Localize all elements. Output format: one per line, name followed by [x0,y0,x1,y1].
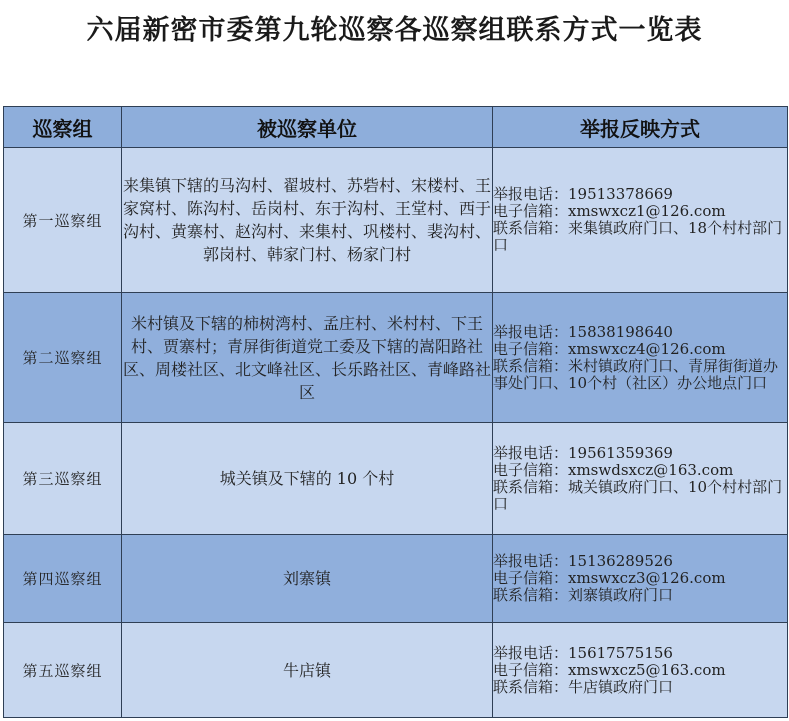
units-cell [122,623,493,718]
group-cell: 第一巡察组 [4,148,122,293]
units-cell [122,535,493,623]
report-phone: 举报电话：15838198640 [493,322,673,341]
table-header-row [4,107,788,148]
units-text: 刘寨镇 [282,569,331,588]
units-cell [122,293,493,423]
report-email: 电子信箱：xmswxcz3@126.com [493,569,726,587]
contact-table [3,106,788,718]
units-cell [122,423,493,535]
group-cell: 第四巡察组 [4,535,122,623]
table-row [4,423,788,535]
contact-cell [493,623,788,718]
units-text: 牛店镇 [282,660,331,680]
group-cell: 第三巡察组 [4,423,122,535]
report-mailbox: 联系信箱：米村镇政府门口、青屏街街道办事处门口、10个村（社区）办公地点门口 [493,356,779,392]
report-mailbox: 联系信箱：来集镇政府门口、18个村村部门口 [493,219,783,254]
report-email: 电子信箱：xmswxcz1@126.com [493,202,726,220]
report-phone: 举报电话：19513378669 [493,185,673,203]
report-phone: 举报电话：15136289526 [493,552,673,570]
table-row [4,148,788,293]
units-text: 米村镇及下辖的柿树湾村、孟庄村、米村村、下王村、贾寨村；青屏街街道党工委及下辖的嵩阳路社区、周楼社区、北文峰社区、长乐路社区、青峰路社区 [122,313,491,402]
group-cell: 第五巡察组 [4,623,122,718]
report-email: 电子信箱：xmswxcz4@126.com [493,339,726,358]
report-mailbox: 联系信箱：牛店镇政府门口 [493,677,674,696]
contact-cell [493,423,788,535]
report-email: 电子信箱：xmswdsxcz@163.com [493,460,734,479]
header-group: 巡察组 [4,107,122,148]
table-row [4,623,788,718]
contact-cell [493,535,788,623]
table-row [4,293,788,423]
header-units: 被巡察单位 [122,107,493,148]
report-mailbox: 联系信箱：刘寨镇政府门口 [493,586,674,604]
report-email: 电子信箱：xmswxcz5@163.com [493,660,726,679]
table-row [4,535,788,623]
report-mailbox: 联系信箱：城关镇政府门口、10个村村部门口 [493,477,783,513]
page-title: 六届新密市委第九轮巡察各巡察组联系方式一览表 [86,15,703,46]
units-text: 来集镇下辖的马沟村、翟坡村、苏砦村、宋楼村、王家窝村、陈沟村、岳岗村、东于沟村、王堂村、西于沟村、黄寨村、赵沟村、来集村、巩楼村、裴沟村、郭岗村、韩家门村、杨家门村 [122,176,491,264]
contact-cell [493,293,788,423]
contact-cell [493,148,788,293]
group-cell: 第二巡察组 [4,293,122,423]
units-cell [122,148,493,293]
header-contact: 举报反映方式 [493,107,788,148]
report-phone: 举报电话：19561359369 [493,443,673,462]
units-text: 城关镇及下辖的 10 个村 [219,469,395,488]
report-phone: 举报电话：15617575156 [493,643,673,662]
